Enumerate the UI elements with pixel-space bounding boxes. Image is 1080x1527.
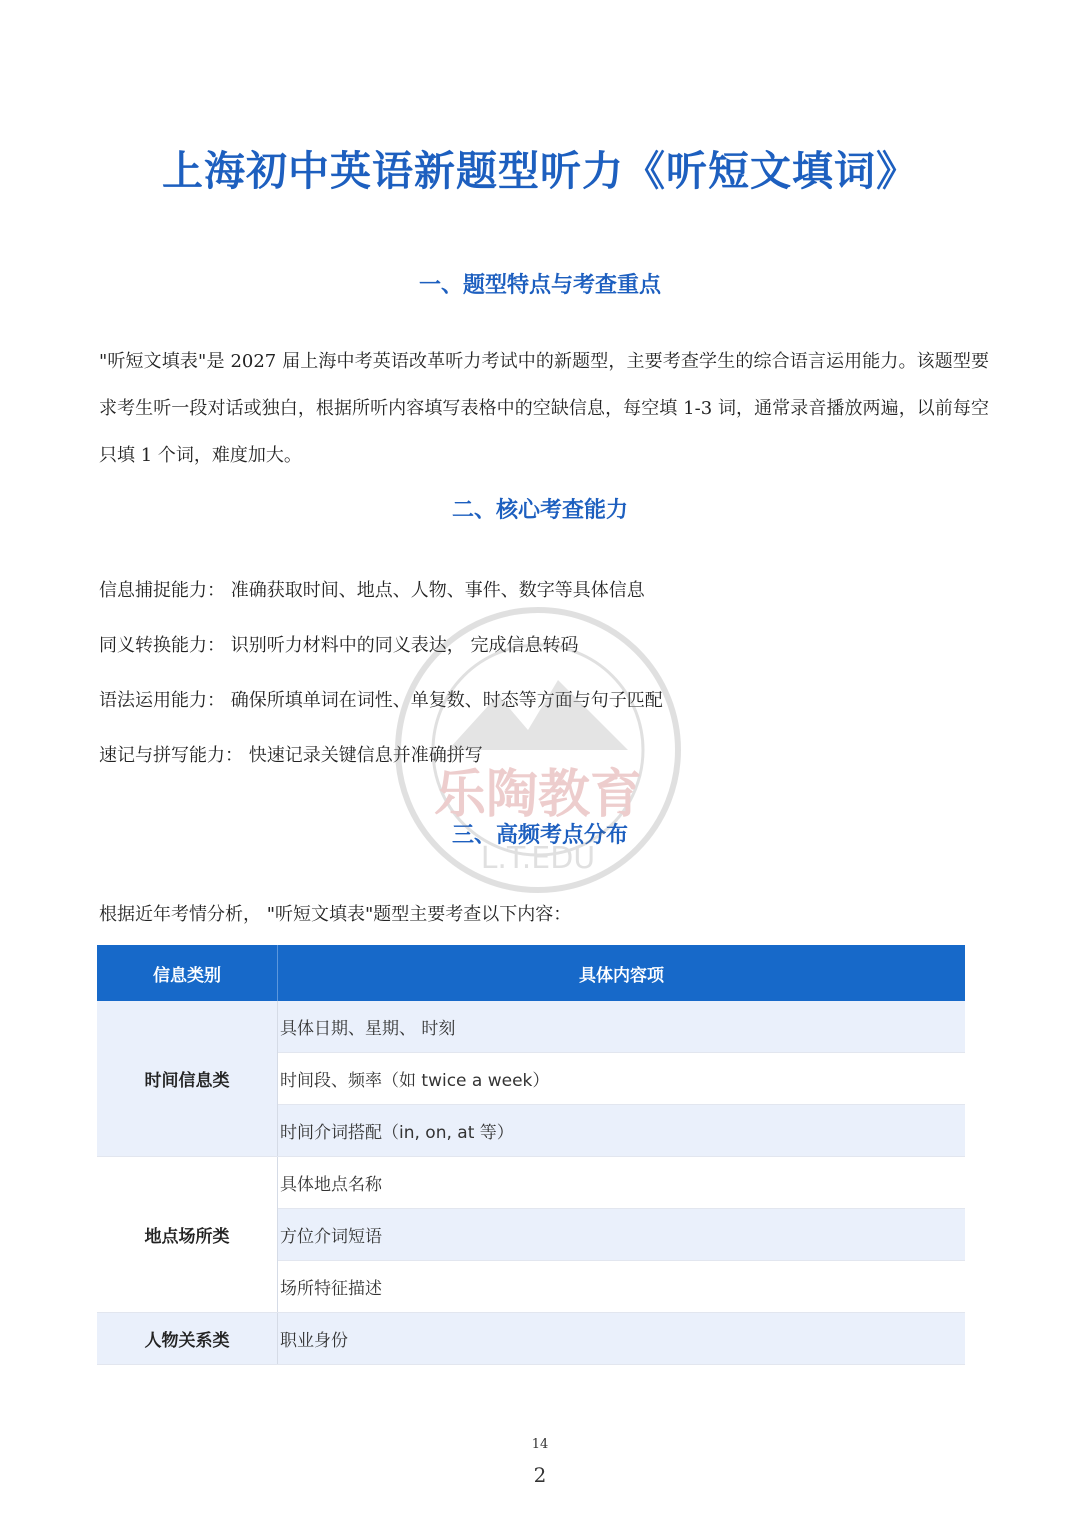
header-category: 信息类别 bbox=[97, 945, 278, 1001]
content-cell: 场所特征描述 bbox=[278, 1261, 966, 1313]
category-cell: 时间信息类 bbox=[97, 1001, 278, 1157]
section-heading-1: 一、题型特点与考查重点 bbox=[418, 273, 661, 298]
content-cell: 具体地点名称 bbox=[278, 1157, 966, 1209]
content-cell: 职业身份 bbox=[278, 1313, 966, 1365]
content-cell: 时间段、频率（如 twice a week） bbox=[278, 1053, 966, 1105]
table-row bbox=[97, 1001, 965, 1053]
page-number-lower: 2 bbox=[533, 1463, 547, 1487]
info-table bbox=[97, 945, 965, 1365]
header-content: 具体内容项 bbox=[278, 945, 966, 1001]
ability-item: 速记与拼写能力： 快速记录关键信息并准确拼写 bbox=[99, 745, 483, 766]
table-row bbox=[97, 1157, 965, 1209]
category-cell: 地点场所类 bbox=[97, 1157, 278, 1313]
ability-item: 同义转换能力： 识别听力材料中的同义表达， 完成信息转码 bbox=[99, 635, 579, 656]
ability-item: 语法运用能力： 确保所填单词在词性、单复数、时态等方面与句子匹配 bbox=[99, 690, 663, 711]
table-row bbox=[97, 1313, 965, 1365]
content-cell: 时间介词搭配（in, on, at 等） bbox=[278, 1105, 966, 1157]
content-cell: 具体日期、星期、 时刻 bbox=[278, 1001, 966, 1053]
table-header-row bbox=[97, 945, 965, 1001]
section-heading-3: 三、高频考点分布 bbox=[451, 823, 628, 848]
watermark-latin: L.T.EDU bbox=[480, 841, 596, 876]
ability-item: 信息捕捉能力： 准确获取时间、地点、人物、事件、数字等具体信息 bbox=[99, 580, 645, 601]
section-heading-2: 二、核心考查能力 bbox=[451, 498, 628, 523]
content-cell: 方位介词短语 bbox=[278, 1209, 966, 1261]
page-number-upper: 14 bbox=[531, 1437, 549, 1452]
intro-paragraph: "听短文填表"是 2027 届上海中考英语改革听力考试中的新题型，主要考查学生的综合语言运用能力。该题型要求考生听一段对话或独白，根据所听内容填写表格中的空缺信息，每空填 1-3 词，通常录音播放两遍，以前每空只填 1 个词，难度加大。 bbox=[99, 351, 989, 466]
document-title: 上海初中英语新题型听力《听短文填词》 bbox=[162, 147, 918, 195]
table-intro: 根据近年考情分析， "听短文填表"题型主要考查以下内容： bbox=[99, 904, 572, 925]
category-cell: 人物关系类 bbox=[97, 1313, 278, 1365]
watermark-brand: 乐陶教育 bbox=[433, 765, 643, 825]
